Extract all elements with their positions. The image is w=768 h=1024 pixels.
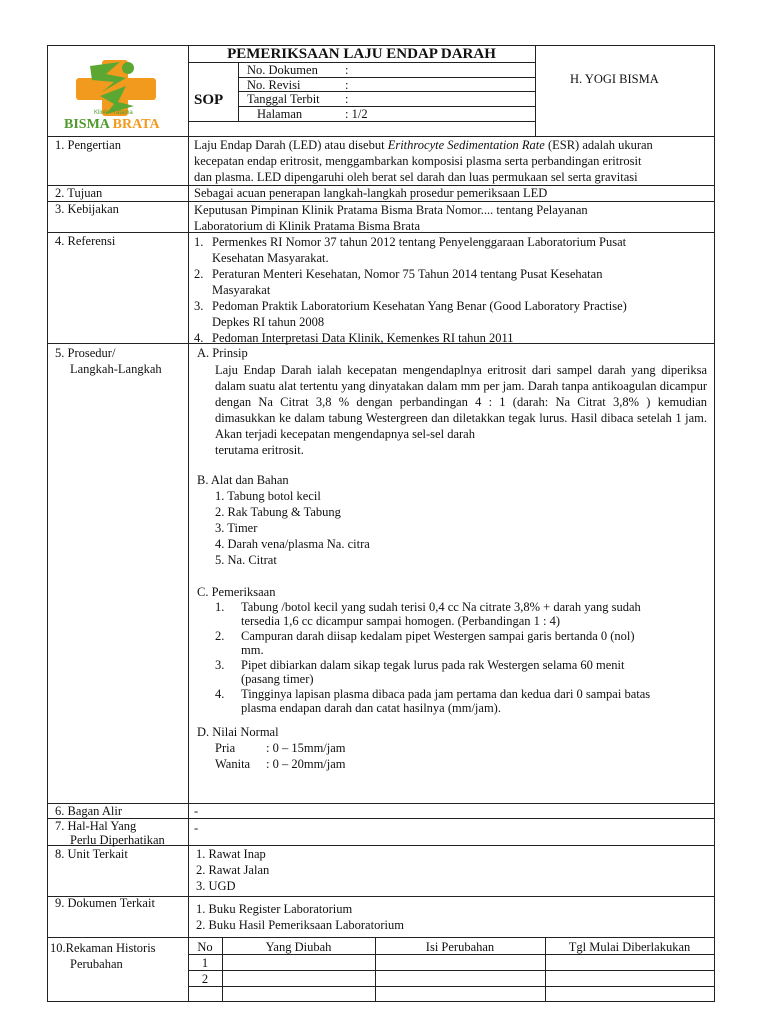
- pemeriksaan-item: [215, 659, 707, 686]
- pemeriksaan-list: [215, 601, 707, 717]
- tujuan-text: Sebagai acuan penerapan langkah-langkah prosedur pemeriksaan LED: [194, 186, 548, 200]
- field-value-tanggal: :: [345, 92, 349, 106]
- pengertian-text: Laju Endap Darah (LED) atau disebut: [194, 138, 388, 152]
- section-label-hal-hal: Perlu Diperhatikan: [70, 833, 165, 847]
- alat-item: 4. Darah vena/plasma Na. citra: [215, 537, 370, 551]
- field-label-tanggal: Tanggal Terbit: [247, 92, 320, 106]
- row-divider: [47, 803, 715, 804]
- prinsip-heading: A. Prinsip: [197, 346, 248, 360]
- row-divider: [47, 937, 715, 938]
- pemeriksaan-line: tersedia 1,6 cc dicampur sampai homogen. (Perbandingan 1 : 4): [241, 613, 561, 628]
- prinsip-line: lurus. Hasil dibaca setelah 1 jam. Akan terjadi kecepatan mengendapnya sel-sel darah: [215, 411, 708, 441]
- pemeriksaan-line: Tabung /botol kecil yang sudah terisi 0,4 cc Na citrate 3,8% + darah yang sudah: [241, 600, 641, 614]
- pengertian-term: Erithrocyte Sedimentation Rate: [387, 138, 545, 152]
- section-label-referensi: 4. Referensi: [55, 234, 116, 248]
- field-label-halaman: Halaman: [257, 107, 303, 121]
- referensi-line: Pedoman Interpretasi Data Klinik, Kemenkes RI tahun 2011: [212, 331, 514, 345]
- section-label-dokumen-terkait: 9. Dokumen Terkait: [55, 896, 155, 910]
- table-header-isi: Isi Perubahan: [425, 940, 495, 954]
- section-label-tujuan: 2. Tujuan: [55, 186, 103, 200]
- header-divider: [188, 45, 189, 1002]
- pemeriksaan-line: plasma endapan darah dan catat hasilnya (mm/jam).: [241, 700, 501, 715]
- prinsip-line: Citrat 3,8% ) kemudian dimasukkan ke dalam tabung Westergreen dan diletakkan tegak: [215, 395, 708, 425]
- header-divider: [535, 45, 536, 136]
- alat-item: 2. Rak Tabung & Tabung: [215, 505, 341, 519]
- prinsip-line: Laju Endap Darah ialah kecepatan mengendaplnya eritrosit dari sampel darah yang: [215, 363, 656, 377]
- field-value-no-revisi: :: [345, 78, 349, 92]
- field-value-halaman: : 1/2: [345, 107, 368, 121]
- referensi-item: [194, 298, 707, 330]
- unit-item: 2. Rawat Jalan: [196, 863, 270, 877]
- section-label-prosedur: Langkah-Langkah: [70, 362, 162, 376]
- referensi-line: Masyarakat: [212, 283, 271, 297]
- dokumen-item: 2. Buku Hasil Pemeriksaan Laboratorium: [196, 918, 404, 932]
- pengertian-line: [194, 138, 653, 153]
- referensi-item: [194, 234, 707, 266]
- border-left: [47, 45, 48, 1002]
- nilai-wanita-label: Wanita: [215, 757, 251, 771]
- referensi-line: Kesehatan Masyarakat.: [212, 251, 329, 265]
- referensi-line: Peraturan Menteri Kesehatan, Nomor 75 Tahun 2014 tentang Pusat Kesehatan: [212, 267, 603, 281]
- table-row-number: 1: [201, 956, 209, 970]
- bagan-alir-text: -: [194, 804, 199, 818]
- table-line: [188, 970, 714, 971]
- referensi-line: Depkes RI tahun 2008: [212, 315, 325, 329]
- pemeriksaan-line: (pasang timer): [241, 671, 314, 686]
- pemeriksaan-line: Pipet dibiarkan dalam sikap tegak lurus pada rak Westergen selama 60 menit: [241, 658, 625, 672]
- item-number: 2.: [215, 629, 225, 643]
- border-bottom: [47, 1001, 715, 1002]
- kebijakan-line: Laboratorium di Klinik Pratama Bisma Brata: [194, 219, 420, 233]
- referensi-list: [194, 234, 707, 346]
- field-label-no-revisi: No. Revisi: [247, 78, 301, 92]
- header-divider: [47, 136, 715, 137]
- hal-hal-text: -: [194, 821, 199, 835]
- section-label-pengertian: 1. Pengertian: [55, 138, 121, 152]
- pemeriksaan-item: [215, 601, 707, 628]
- alat-item: 5. Na. Citrat: [215, 553, 277, 567]
- referensi-line: Permenkes RI Nomor 37 tahun 2012 tentang Penyelenggaraan Laboratorium Pusat: [212, 235, 627, 249]
- sop-label: SOP: [194, 92, 224, 108]
- clinic-name: [64, 117, 160, 133]
- item-number: 3.: [215, 658, 225, 672]
- table-header-diubah: Yang Diubah: [265, 940, 332, 954]
- nilai-wanita-value: : 0 – 20mm/jam: [266, 757, 346, 771]
- nilai-normal-heading: D. Nilai Normal: [197, 725, 279, 739]
- document-title: PEMERIKSAAN LAJU ENDAP DARAH: [227, 46, 496, 62]
- header-divider: [238, 62, 239, 122]
- pemeriksaan-item: [215, 630, 707, 657]
- pemeriksaan-line: mm.: [241, 642, 264, 657]
- prinsip-text: [215, 362, 707, 458]
- pengertian-text: (ESR) adalah ukuran: [544, 138, 653, 152]
- row-divider: [47, 818, 715, 819]
- unit-item: 1. Rawat Inap: [196, 847, 266, 861]
- kebijakan-text: [194, 202, 707, 234]
- pengertian-line: dan plasma. LED dipengaruhi oleh berat sel darah dan luas permukaan sel serta gravitasi: [194, 170, 638, 184]
- referensi-line: Pedoman Praktik Laboratorium Kesehatan Yang Benar (Good Laboratory Practise): [212, 299, 627, 313]
- pengertian-line: kecepatan endap eritrosit, menggambarkan komposisi plasma serta perbandingan eritrosit: [194, 154, 642, 168]
- header-divider: [188, 62, 535, 63]
- pemeriksaan-line: Tingginya lapisan plasma dibaca pada jam pertama dan kedua dari 0 sampai batas: [241, 687, 651, 701]
- pemeriksaan-line: Campuran darah diisap kedalam pipet Westergen sampai garis bertanda 0 (nol): [241, 629, 635, 643]
- table-header-tgl: Tgl Mulai Diberlakukan: [568, 940, 691, 954]
- referensi-item: [194, 266, 707, 298]
- signatory-name: H. YOGI BISMA: [570, 72, 659, 86]
- alat-item: 3. Timer: [215, 521, 258, 535]
- pemeriksaan-item: [215, 688, 707, 715]
- clinic-name-1: BISMA: [64, 117, 110, 132]
- item-number: 4.: [215, 687, 225, 701]
- prinsip-line: antikoagulan dicampur dengan Na Citrat 3,8 % dengan perbandingan 4 : 1 (darah: Na: [215, 379, 707, 409]
- clinic-small-text: Klinik Pratama: [94, 110, 133, 116]
- section-label-rekaman: Perubahan: [70, 957, 123, 971]
- item-number: 4.: [194, 331, 204, 345]
- table-row-number: 2: [201, 972, 209, 986]
- clinic-name-2: BRATA: [112, 117, 160, 132]
- section-label-kebijakan: 3. Kebijakan: [55, 202, 119, 216]
- item-number: 1.: [194, 235, 204, 249]
- item-number: 1.: [215, 600, 225, 614]
- dokumen-item: 1. Buku Register Laboratorium: [196, 902, 353, 916]
- nilai-pria-value: : 0 – 15mm/jam: [266, 741, 346, 755]
- field-label-no-dokumen: No. Dokumen: [247, 63, 318, 77]
- unit-item: 3. UGD: [196, 879, 236, 893]
- clinic-logo: [62, 52, 172, 134]
- item-number: 3.: [194, 299, 204, 313]
- item-number: 2.: [194, 267, 204, 281]
- nilai-pria-label: Pria: [215, 741, 236, 755]
- field-value-no-dokumen: :: [345, 63, 349, 77]
- referensi-item: [194, 330, 707, 346]
- alat-heading: B. Alat dan Bahan: [197, 473, 289, 487]
- kebijakan-line: Keputusan Pimpinan Klinik Pratama Bisma Brata Nomor.... tentang Pelayanan: [194, 203, 588, 217]
- border-right: [714, 45, 715, 1002]
- section-label-unit-terkait: 8. Unit Terkait: [55, 847, 128, 861]
- table-header-no: No: [197, 940, 213, 954]
- section-label-rekaman: 10.Rekaman Historis: [50, 941, 156, 955]
- pemeriksaan-heading: C. Pemeriksaan: [197, 585, 276, 599]
- alat-item: 1. Tabung botol kecil: [215, 489, 321, 503]
- section-label-hal-hal: 7. Hal-Hal Yang: [55, 819, 137, 833]
- prinsip-line: diperiksa dalam suatu alat tertentu yang dinyatakan dalam mm per jam. Darah tanpa: [215, 363, 708, 393]
- section-label-prosedur: 5. Prosedur/: [55, 346, 116, 360]
- section-label-bagan-alir: 6. Bagan Alir: [55, 804, 123, 818]
- table-line: [188, 986, 714, 987]
- prinsip-line: terutama eritrosit.: [215, 443, 304, 457]
